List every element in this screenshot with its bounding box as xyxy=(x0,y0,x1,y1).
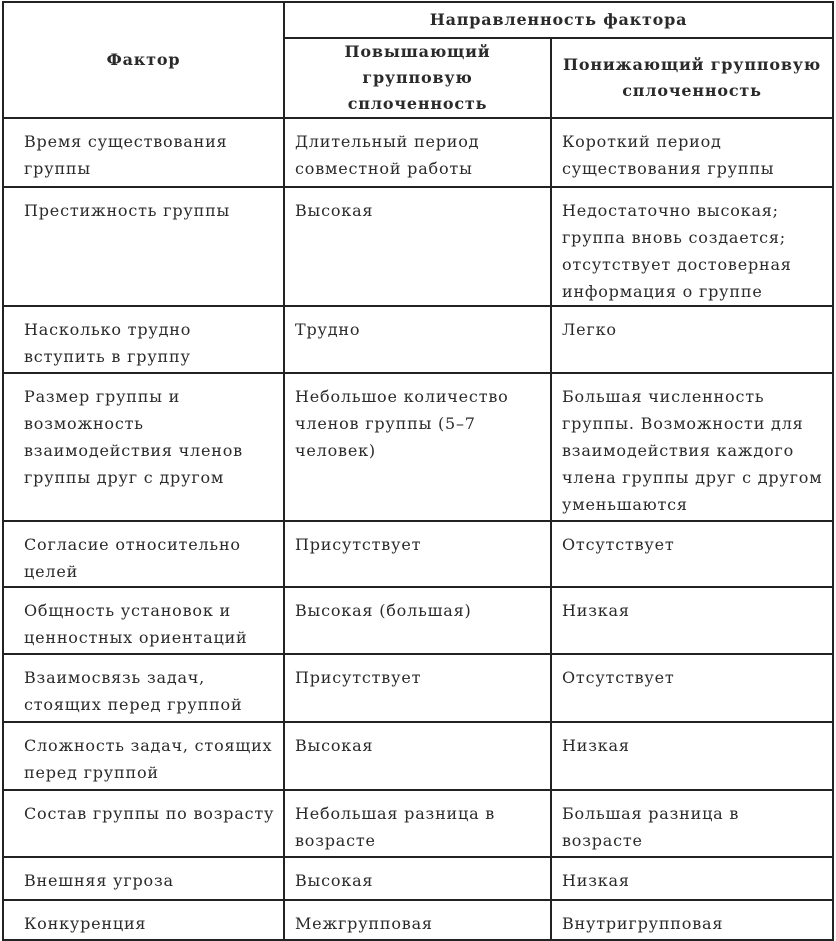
decreasing-cell: Внутригрупповая xyxy=(551,900,833,940)
table-row xyxy=(3,187,833,306)
decreasing-cell: Недостаточно высокая; группа вновь создается; отсутствует достоверная информация о группе xyxy=(551,187,833,306)
factor-cell: Взаимосвязь задач, стоящих перед группой xyxy=(3,654,284,722)
header-direction: Направленность фактора xyxy=(284,2,833,38)
table-row xyxy=(3,521,833,587)
table-row xyxy=(3,118,833,187)
table-row xyxy=(3,857,833,900)
decreasing-cell: Отсутствует xyxy=(551,521,833,587)
header-increasing: Повышающий групповую сплоченность xyxy=(284,38,551,118)
increasing-cell: Присутствует xyxy=(284,654,551,722)
factor-cell: Престижность группы xyxy=(3,187,284,306)
header-factor: Фактор xyxy=(3,2,284,118)
decreasing-cell: Низкая xyxy=(551,857,833,900)
decreasing-cell: Короткий период существования группы xyxy=(551,118,833,187)
increasing-cell: Присутствует xyxy=(284,521,551,587)
cohesion-factors-table xyxy=(2,1,834,941)
header-decreasing: Понижающий групповую сплоченность xyxy=(551,38,833,118)
increasing-cell: Межгрупповая xyxy=(284,900,551,940)
decreasing-cell: Большая разница в возрасте xyxy=(551,790,833,857)
factor-cell: Время существования группы xyxy=(3,118,284,187)
factor-cell: Внешняя угроза xyxy=(3,857,284,900)
table-row xyxy=(3,900,833,940)
decreasing-cell: Большая численность группы. Возможности для взаимодействия каждого члена группы друг с другом уменьшаются xyxy=(551,373,833,521)
table-row xyxy=(3,654,833,722)
factor-cell: Насколько трудно вступить в группу xyxy=(3,306,284,373)
table-row xyxy=(3,306,833,373)
factor-cell: Размер группы и возможность взаимодействия членов группы друг с другом xyxy=(3,373,284,521)
increasing-cell: Трудно xyxy=(284,306,551,373)
table-row xyxy=(3,790,833,857)
factor-cell: Сложность задач, стоящих перед группой xyxy=(3,722,284,790)
decreasing-cell: Низкая xyxy=(551,587,833,654)
factor-cell: Согласие относительно целей xyxy=(3,521,284,587)
increasing-cell: Длительный период совместной работы xyxy=(284,118,551,187)
increasing-cell: Небольшая разница в возрасте xyxy=(284,790,551,857)
table-row xyxy=(3,373,833,521)
increasing-cell: Высокая xyxy=(284,857,551,900)
table-row xyxy=(3,722,833,790)
decreasing-cell: Легко xyxy=(551,306,833,373)
factor-cell: Общность установок и ценностных ориентаций xyxy=(3,587,284,654)
increasing-cell: Высокая (большая) xyxy=(284,587,551,654)
increasing-cell: Высокая xyxy=(284,187,551,306)
decreasing-cell: Низкая xyxy=(551,722,833,790)
table-row xyxy=(3,587,833,654)
factor-cell: Конкуренция xyxy=(3,900,284,940)
increasing-cell: Высокая xyxy=(284,722,551,790)
factor-cell: Состав группы по возрасту xyxy=(3,790,284,857)
decreasing-cell: Отсутствует xyxy=(551,654,833,722)
increasing-cell: Небольшое количество членов группы (5–7 человек) xyxy=(284,373,551,521)
